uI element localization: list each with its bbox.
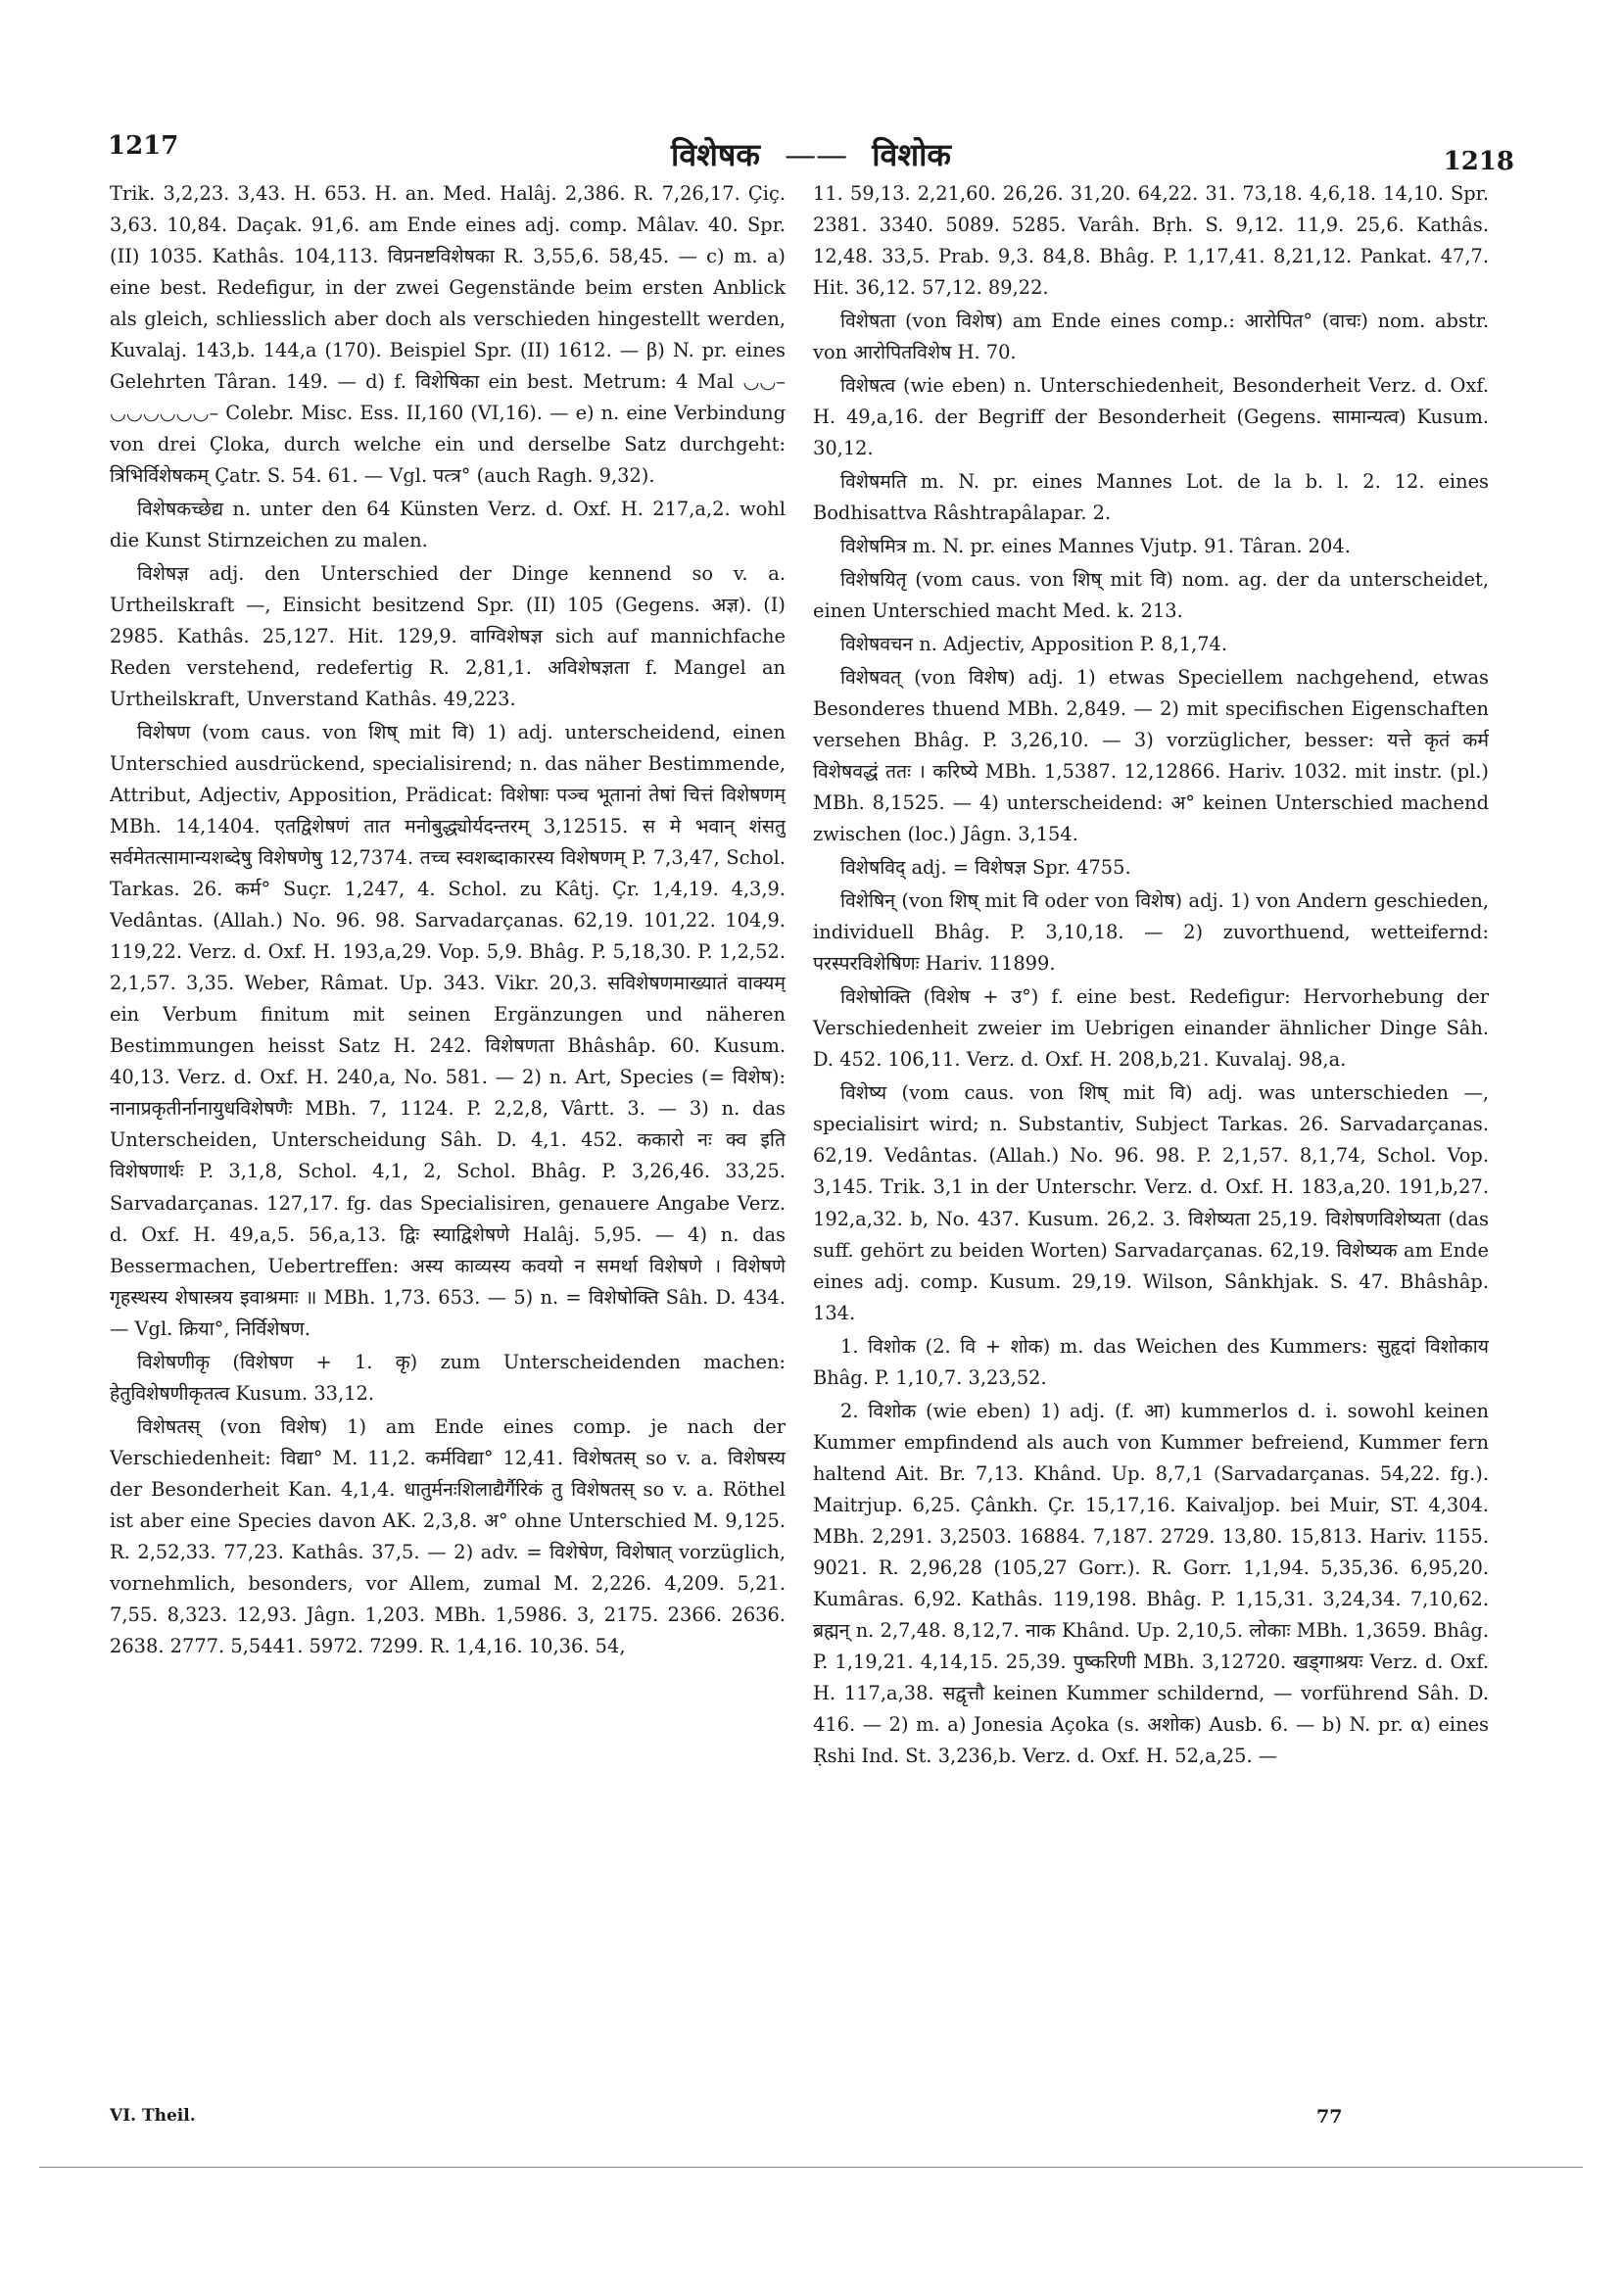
page-number-left: 1217 (108, 131, 179, 161)
sheet-number: 77 (1316, 2106, 1343, 2128)
left-column (110, 178, 786, 2088)
headword-dash: —— (785, 136, 848, 173)
dictionary-entry: Trik. 3,2,23. 3,43. H. 653. H. an. Med. Halâj. 2,386. R. 7,26,17. Çiç. 3,63. 10,84. Daçak. 91,6. am Ende eines adj. comp. Mâlav. 40. Spr. (II) 1035. Kathâs. 104,113. विप्रनष्टविशेषका R. 3,55,6. 58,45. — c) m. a) eine best. Redefigur, in der zwei Gegenstände beim ersten Anblick als gleich, schliesslich aber doch als verschieden hingestellt werden, Kuvalaj. 143,b. 144,a (170). Beispiel Spr. (II) 1612. — β) N. pr. eines Gelehrten Târan. 149. — d) f. विशेषिका ein best. Metrum: 4 Mal ◡◡–◡◡◡◡◡◡– Colebr. Misc. Ess. II,160 (VI,16). — e) n. eine Verbindung von drei Çloka, durch welche ein und derselbe Satz durchgeht: त्रिभिर्विशेषकम् Çatr. S. 54. 61. — Vgl. पत्त्र° (auch Ragh. 9,32). (110, 182, 786, 488)
headword-right: विशोक (872, 136, 951, 173)
dictionary-entry: विशेषण (vom caus. von शिष् mit वि) 1) adj. unterscheidend, einen Unterschied ausdrückend, specialisirend; n. das näher Bestimmende, Attribut, Adjectiv, Apposition, Prädicat: विशेषाः पञ्च भूतानां तेषां चित्तं विशेषणम् MBh. 14,1404. एतद्विशेषणं तात मनोबुद्ध्योर्यदन्तरम् 3,12515. स मे भवान् शंसतु सर्वमेतत्सामान्यशब्देषु विशेषणेषु 12,7374. तच्च स्वशब्दाकारस्य विशेषणम् P. 7,3,47, Schol. Tarkas. 26. कर्म° Suçr. 1,247, 4. Schol. zu Kâtj. Çr. 1,4,19. 4,3,9. Vedântas. (Allah.) No. 96. 98. Sarvadarçanas. 62,19. 101,22. 104,9. 119,22. Verz. d. Oxf. H. 193,a,29. Vop. 5,9. Bhâg. P. 5,18,30. P. 1,2,52. 2,1,57. 3,35. Weber, Râmat. Up. 343. Vikr. 20,3. सविशेषणमाख्यातं वाक्यम् ein Verbum finitum mit seinen Ergänzungen und näheren Bestimmungen heisst Satz H. 242. विशेषणता Bhâshâp. 60. Kusum. 40,13. Verz. d. Oxf. H. 240,a, No. 581. — 2) n. Art, Species (= विशेष): नानाप्रकृतीर्नानायुधविशेषणैः MBh. 7, 1124. P. 2,2,8, Vârtt. 3. — 3) n. das Unterscheiden, Unterscheidung Sâh. D. 4,1. 452. ककारो नः क्व इति विशेषणार्थः P. 3,1,8, Schol. 4,1, 2, Schol. Bhâg. P. 3,26,46. 33,25. Sarvadarçanas. 127,17. fg. das Specialisiren, genauere Angabe Verz. d. Oxf. H. 49,a,5. 56,a,13. द्विः स्याद्विशेषणे Halâj. 5,95. — 4) n. das Bessermachen, Uebertreffen: अस्य काव्यस्य कवयो न समर्था विशेषणे । विशेषणे गृहस्थस्य शेषास्त्रय इवाश्रमाः ॥ MBh. 1,73. 653. — 5) n. = विशेषोक्ति Sâh. D. 434. — Vgl. क्रिया°, निर्विशेषण. (110, 721, 786, 1340)
dictionary-entry: विशेषवचन n. Adjectiv, Apposition P. 8,1,74. (840, 633, 1228, 656)
page-number-right: 1218 (1443, 147, 1514, 176)
right-column (813, 178, 1489, 2088)
dictionary-entry: विशेष्य (vom caus. von शिष् mit वि) adj. was unterschieden —, specialisirt wird; n. Substantiv, Subject Tarkas. 26. Sarvadarçanas. 62,19. Vedântas. (Allah.) No. 96. 98. P. 2,1,57. 8,1,74, Schol. Vop. 3,145. Trik. 3,1 in der Unterschr. Verz. d. Oxf. H. 183,a,20. 191,b,27. 192,a,32. b, No. 437. Kusum. 26,2. 3. विशेष्यता 25,19. विशेषणविशेष्यता (das suff. gehört zu beiden Worten) Sarvadarçanas. 62,19. विशेष्यक am Ende eines adj. comp. Kusum. 29,19. Wilson, Sânkhjak. S. 47. Bhâshâp. 134. (813, 1081, 1489, 1324)
dictionary-entry: विशेषणीकृ (विशेषण + 1. कृ) zum Unterscheidenden machen: हेतुविशेषणीकृतत्व Kusum. 33,12. (110, 1350, 786, 1405)
dictionary-entry: विशेषमति m. N. pr. eines Mannes Lot. de la b. l. 2. 12. eines Bodhisattva Râshtrapâlapar. 2. (813, 470, 1489, 525)
dictionary-entry: विशेषकच्छेद्य n. unter den 64 Künsten Verz. d. Oxf. H. 217,a,2. wohl die Kunst Stirnzeichen zu malen. (110, 498, 786, 552)
dictionary-entry: विशेषिन् (von शिष् mit वि oder von विशेष) adj. 1) von Andern geschieden, individuell Bhâg. P. 3,10,18. — 2) zuvorthuend, wetteifernd: परस्परविशेषिणः Hariv. 11899. (813, 889, 1489, 976)
headword-left: विशेषक (671, 136, 760, 173)
dictionary-entry: 2. विशोक (wie eben) 1) adj. (f. आ) kummerlos d. i. sowohl keinen Kummer empfindend als auch von Kummer befreiend, Kummer fern haltend Ait. Br. 7,13. Khând. Up. 8,7,1 (Sarvadarçanas. 54,22. fg.). Maitrjup. 6,25. Çânkh. Çr. 15,17,16. Kaivaljop. bei Muir, ST. 4,304. MBh. 2,291. 3,2503. 16884. 7,187. 2729. 13,80. 15,813. Hariv. 1155. 9021. R. 2,96,28 (105,27 Gorr.). R. Gorr. 1,1,94. 5,35,36. 6,95,20. Kumâras. 6,92. Kathâs. 119,198. Bhâg. P. 1,15,31. 3,24,34. 7,10,62. ब्रह्मन् n. 2,7,48. 8,12,7. नाक Khând. Up. 2,10,5. लोकाः MBh. 1,3659. Bhâg. P. 1,19,21. 4,14,15. 25,39. पुष्करिणी MBh. 3,12720. खड्गाश्रयः Verz. d. Oxf. H. 117,a,38. सद्वृत्तौ keinen Kummer schildernd, — vorführend Sâh. D. 416. — 2) m. a) Jonesia Açoka (s. अशोक) Ausb. 6. — b) N. pr. α) eines Ṛshi Ind. St. 3,236,b. Verz. d. Oxf. H. 52,a,25. — (813, 1399, 1489, 1767)
dictionary-entry: विशेषता (von विशेष) am Ende eines comp.: आरोपित° (वाचः) nom. abstr. von आरोपितविशेष H. 70. (813, 310, 1489, 364)
bottom-rule (39, 2167, 1583, 2168)
dictionary-entry: विशेषयितृ (vom caus. von शिष् mit वि) nom. ag. der da unterscheidet, einen Unterschied macht Med. k. 213. (813, 568, 1489, 623)
dictionary-entry: विशेषमित्र m. N. pr. eines Mannes Vjutp. 91. Târan. 204. (840, 535, 1351, 558)
dictionary-entry: विशेषत्व (wie eben) n. Unterschiedenheit, Besonderheit Verz. d. Oxf. H. 49,a,16. der Begriff der Besonderheit (Gegens. सामान्यत्व) Kusum. 30,12. (813, 374, 1489, 460)
running-head (0, 133, 1622, 175)
volume-label: VI. Theil. (110, 2106, 196, 2126)
dictionary-entry: विशेषवत् (von विशेष) adj. 1) etwas Speciellem nachgehend, etwas Besonderes thuend MBh. 2,849. — 2) mit specifischen Eigenschaften versehen Bhâg. P. 3,26,10. — 3) vorzüglicher, besser: यत्ते कृतं कर्म विशेषवद्धं ततः । करिष्ये MBh. 1,5387. 12,12866. Hariv. 1032. mit instr. (pl.) MBh. 8,1525. — 4) unterscheidend: अ° keinen Unterschied machend zwischen (loc.) Jâgn. 3,154. (813, 666, 1489, 846)
dictionary-entry: विशेषोक्ति (विशेष + उ°) f. eine best. Redefigur: Hervorhebung der Verschiedenheit zweier im Uebrigen einander ähnlicher Dinge Sâh. D. 452. 106,11. Verz. d. Oxf. H. 208,b,21. Kuvalaj. 98,a. (813, 985, 1489, 1072)
dictionary-entry: विशेषतस् (von विशेष) 1) am Ende eines comp. je nach der Verschiedenheit: विद्या° M. 11,2. कर्मविद्या° 12,41. विशेषतस् so v. a. विशेषस्य der Besonderheit Kan. 4,1,4. धातुर्मनःशिलाद्यैर्गैरिकं तु विशेषतस् so v. a. Röthel ist aber eine Species davon AK. 2,3,8. अ° ohne Unterschied M. 9,125. R. 2,52,33. 77,23. Kathâs. 37,5. — 2) adv. = विशेषेण, विशेषात् vorzüglich, vornehmlich, besonders, vor Allem, zumal M. 2,226. 4,209. 5,21. 7,55. 8,323. 12,93. Jâgn. 1,203. MBh. 1,5986. 3, 2175. 2366. 2636. 2638. 2777. 5,5441. 5972. 7299. R. 1,4,16. 10,36. 54, (110, 1414, 786, 1657)
dictionary-entry: 1. विशोक (2. वि + शोक) m. das Weichen des Kummers: सुहृदां विशोकाय Bhâg. P. 1,10,7. 3,23,52. (813, 1334, 1489, 1389)
dictionary-entry: विशेषज्ञ adj. den Unterschied der Dinge kennend so v. a. Urtheilskraft —, Einsicht besitzend Spr. (II) 105 (Gegens. अज्ञ). (I) 2985. Kathâs. 25,127. Hit. 129,9. वाग्विशेषज्ञ sich auf mannichfache Reden verstehend, redefertig R. 2,81,1. अविशेषज्ञता f. Mangel an Urtheilskraft, Unverstand Kathâs. 49,223. (110, 562, 786, 711)
dictionary-entry: विशेषविद् adj. = विशेषज्ञ Spr. 4755. (840, 856, 1131, 880)
dictionary-entry: 11. 59,13. 2,21,60. 26,26. 31,20. 64,22. 31. 73,18. 4,6,18. 14,10. Spr. 2381. 3340. 5089. 5285. Varâh. Bṛh. S. 9,12. 11,9. 25,6. Kathâs. 12,48. 33,5. Prab. 9,3. 84,8. Bhâg. P. 1,17,41. 8,21,12. Pankat. 47,7. Hit. 36,12. 57,12. 89,22. (813, 182, 1489, 300)
